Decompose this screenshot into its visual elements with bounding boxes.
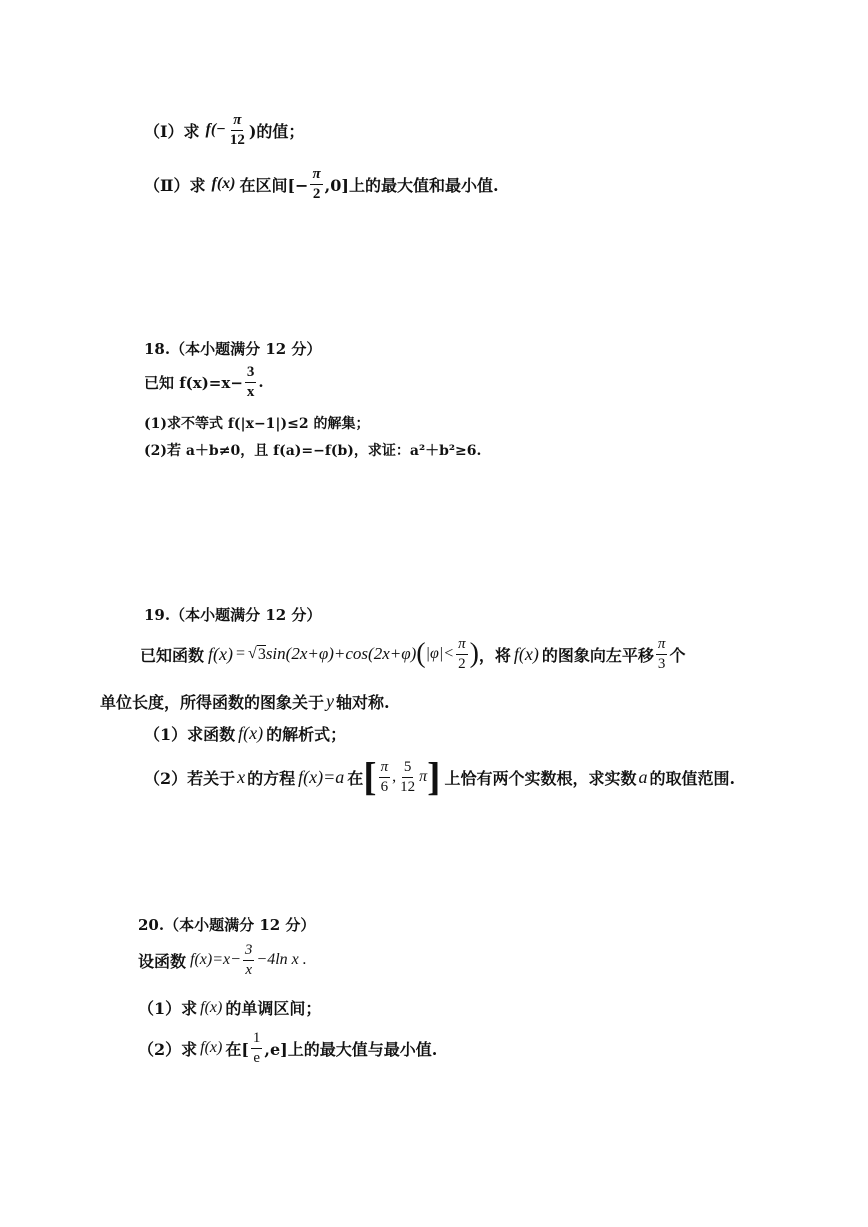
q19-sqrt-sign: √ — [248, 645, 257, 662]
q20-given-tail: −4ln x . — [256, 951, 307, 968]
q19-cond-fraction — [456, 636, 468, 672]
q17-part2-func: f(x) — [211, 175, 236, 192]
q19-cond-den: 2 — [458, 655, 466, 672]
q19-given-pre: 已知函数 — [140, 645, 205, 665]
q19-part2-pre: （2）若关于 — [144, 768, 236, 788]
q18-part2: (2)若 a＋b≠0，且 f(a)=−f(b)，求证：a²＋b²≥6. — [144, 443, 482, 459]
q19-shift-fraction — [656, 636, 668, 672]
q19-int-a-den: 6 — [380, 778, 389, 795]
q17-part1-func: f(− — [205, 121, 226, 138]
q20-part2-fraction — [251, 1030, 263, 1066]
q19-line2-tail: 轴对称. — [336, 693, 390, 712]
q19-given-mid: ，将 — [478, 645, 511, 665]
q17-part1-tail: )的值； — [248, 121, 305, 141]
q19-part1-pre: （1）求函数 — [144, 725, 236, 744]
q18-part1: (1)求不等式 f(|x−1|)≤2 的解集； — [144, 416, 370, 432]
q20-given-func: f(x)=x− — [190, 951, 241, 968]
q19-sqrt-content: 3 — [257, 645, 266, 663]
q17-part2 — [144, 166, 499, 202]
q19-part2-func: f(x)=a — [298, 766, 345, 787]
q19-line2-var: y — [326, 691, 335, 711]
q19-int-a-num: π — [379, 759, 391, 778]
q19-part2-mid2: 在 — [347, 768, 364, 788]
q20-part2-tail: ,e]上的最大值与最小值. — [264, 1039, 438, 1059]
q20-part1-func: f(x) — [200, 998, 223, 1016]
q19-interval-close-bracket: ] — [427, 754, 441, 799]
q17-part1-num: π — [231, 112, 243, 131]
q17-part2-tail: ,0]上的最大值和最小值. — [324, 175, 499, 195]
q19-given-mid2: 的图象向左平移 — [541, 645, 654, 665]
q19-cond-num: π — [456, 636, 468, 655]
q19-interval-pi: π — [419, 768, 428, 785]
q19-given-func2: f(x) — [513, 643, 539, 664]
q17-part2-den: 2 — [312, 185, 321, 202]
q20-header: 20.（本小题满分 12 分） — [138, 916, 316, 934]
q19-int-b-den: 12 — [400, 778, 416, 795]
q19-interval-b — [398, 759, 417, 795]
q19-part1-tail: 的解析式； — [266, 725, 347, 744]
q19-shift-num: π — [656, 636, 668, 655]
q19-part2-tail: 的取值范围. — [649, 768, 736, 788]
q20-part1-pre: （1）求 — [138, 999, 198, 1018]
q20-given-den: x — [245, 961, 252, 978]
q17-part1-fraction — [228, 112, 247, 148]
q19-interval-comma: , — [392, 768, 397, 785]
q20-part2-num: 1 — [251, 1030, 263, 1049]
q20-part2 — [138, 1030, 437, 1066]
q19-line2 — [100, 690, 390, 713]
q18-given — [144, 364, 264, 400]
q20-part2-func: f(x) — [200, 1039, 223, 1056]
q19-given-tail: 个 — [669, 645, 686, 665]
q20-part2-den: e — [253, 1049, 260, 1066]
q17-part1 — [144, 112, 304, 148]
q20-part2-pre: （2）求 — [138, 1039, 198, 1059]
q19-cond: |φ|< — [425, 645, 455, 662]
q17-part2-num: π — [310, 166, 322, 185]
q19-given — [140, 636, 685, 672]
q18-given-pre: 已知 f(x)=x− — [144, 373, 243, 392]
q17-part1-label: （Ⅰ）求 — [144, 121, 200, 141]
q19-interval-a — [379, 759, 391, 795]
q20-given-num: 3 — [243, 942, 255, 961]
q19-cond-close-paren: ) — [469, 638, 479, 669]
q18-given-den: x — [246, 383, 255, 400]
q17-part2-fraction — [310, 166, 322, 202]
q19-interval-open-bracket: [ — [363, 754, 377, 799]
q19-cond-open-paren: ( — [416, 638, 426, 669]
q19-line2-pre: 单位长度，所得函数的图象关于 — [100, 693, 325, 712]
q17-part1-den: 12 — [229, 131, 245, 148]
q20-given-pre: 设函数 — [138, 951, 187, 971]
q18-header: 18.（本小题满分 12 分） — [144, 340, 322, 358]
q19-int-b-num: 5 — [402, 759, 414, 778]
q18-given-tail: . — [258, 373, 264, 391]
q19-given-eq: = — [236, 645, 246, 662]
q19-shift-den: 3 — [657, 655, 666, 672]
q20-part1 — [138, 996, 321, 1019]
q20-part2-mid: 在[ — [225, 1039, 249, 1059]
q19-header: 19.（本小题满分 12 分） — [144, 606, 322, 624]
q19-part2-mid: 的方程 — [247, 768, 296, 788]
q19-part2-mid3: 上恰有两个实数根，求实数 — [444, 768, 637, 788]
q19-part2 — [144, 754, 736, 799]
q20-given-fraction — [243, 942, 255, 978]
q18-given-fraction — [245, 364, 257, 400]
q17-part2-mid: 在区间[− — [239, 175, 309, 195]
q19-given-expr: sin(2x+φ)+cos(2x+φ) — [265, 644, 417, 663]
q19-part2-var2: a — [638, 766, 648, 787]
q18-given-num: 3 — [245, 364, 257, 383]
q19-part2-var: x — [237, 766, 246, 787]
q20-given — [138, 942, 307, 978]
q19-given-func: f(x) — [208, 643, 233, 664]
q19-part1-func: f(x) — [238, 723, 264, 743]
q19-part1 — [144, 722, 346, 745]
q17-part2-label: （Ⅱ）求 — [144, 175, 206, 195]
q20-part1-tail: 的单调区间； — [225, 999, 322, 1018]
